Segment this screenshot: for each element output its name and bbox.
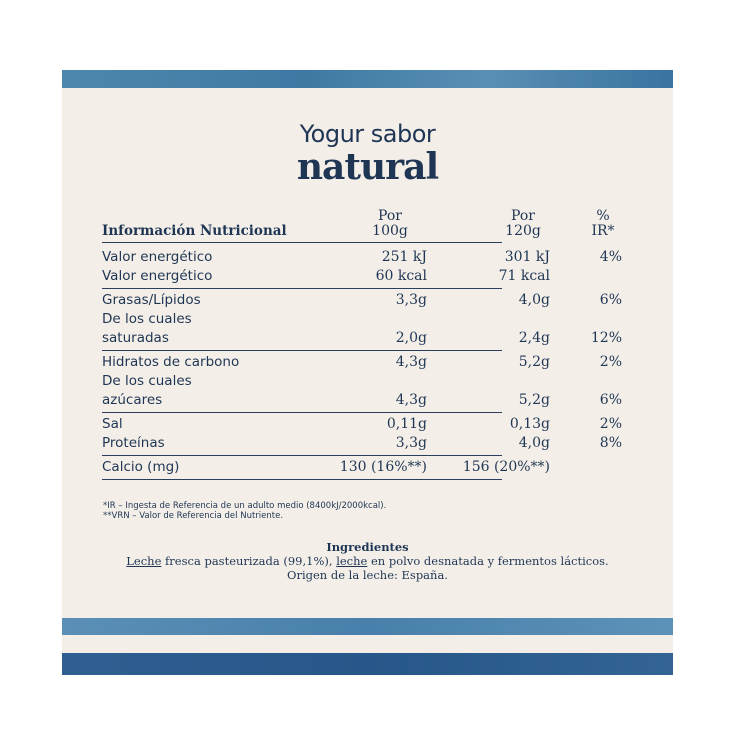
nutrition-table <box>102 206 622 482</box>
bottom-stripe <box>62 653 673 675</box>
footnote-ir: *IR – Ingesta de Referencia de un adulto medio (8400kJ/2000kcal). <box>103 501 387 511</box>
table-row: De los cuales <box>102 373 192 389</box>
table-row: Calcio (mg) 130 (16%**) 156 (20%**) <box>102 459 550 475</box>
footnote-vrn: **VRN – Valor de Referencia del Nutriente. <box>103 511 284 521</box>
ingredients-title: Ingredientes <box>326 540 409 554</box>
table-row: De los cuales <box>102 311 192 327</box>
product-label <box>62 70 673 675</box>
table-row: Valor energético 251 kJ 301 kJ 4% <box>102 249 622 265</box>
ingredients-text: Leche fresca pasteurizada (99,1%), leche en polvo desnatada y fermentos lácticos. <box>126 554 609 568</box>
table-row: Valor energético 60 kcal 71 kcal <box>102 268 550 284</box>
header-per-120g: Por 120g <box>505 208 541 239</box>
product-title-line2: natural <box>296 146 439 188</box>
middle-stripe <box>62 618 673 635</box>
milk-origin: Origen de la leche: España. <box>287 568 448 582</box>
row-divider <box>102 479 502 480</box>
table-row: Proteínas 3,3g 4,0g 8% <box>102 435 622 451</box>
ingredients-block <box>62 540 673 582</box>
header-ir: % IR* <box>591 208 615 239</box>
table-row: azúcares 4,3g 5,2g 6% <box>102 392 622 408</box>
row-divider <box>102 288 502 289</box>
header-info: Información Nutricional <box>102 223 287 239</box>
top-stripe <box>62 70 673 88</box>
footnotes <box>103 501 386 521</box>
table-header <box>102 206 615 243</box>
row-divider <box>102 455 502 456</box>
table-row: Sal 0,11g 0,13g 2% <box>102 416 622 432</box>
table-row: Hidratos de carbono 4,3g 5,2g 2% <box>102 354 622 370</box>
row-divider <box>102 350 502 351</box>
row-divider <box>102 412 502 413</box>
header-per-100g: Por 100g <box>372 208 408 239</box>
table-row: Grasas/Lípidos 3,3g 4,0g 6% <box>102 292 622 308</box>
table-row: saturadas 2,0g 2,4g 12% <box>102 330 622 346</box>
product-title-line1: Yogur sabor <box>299 120 436 148</box>
